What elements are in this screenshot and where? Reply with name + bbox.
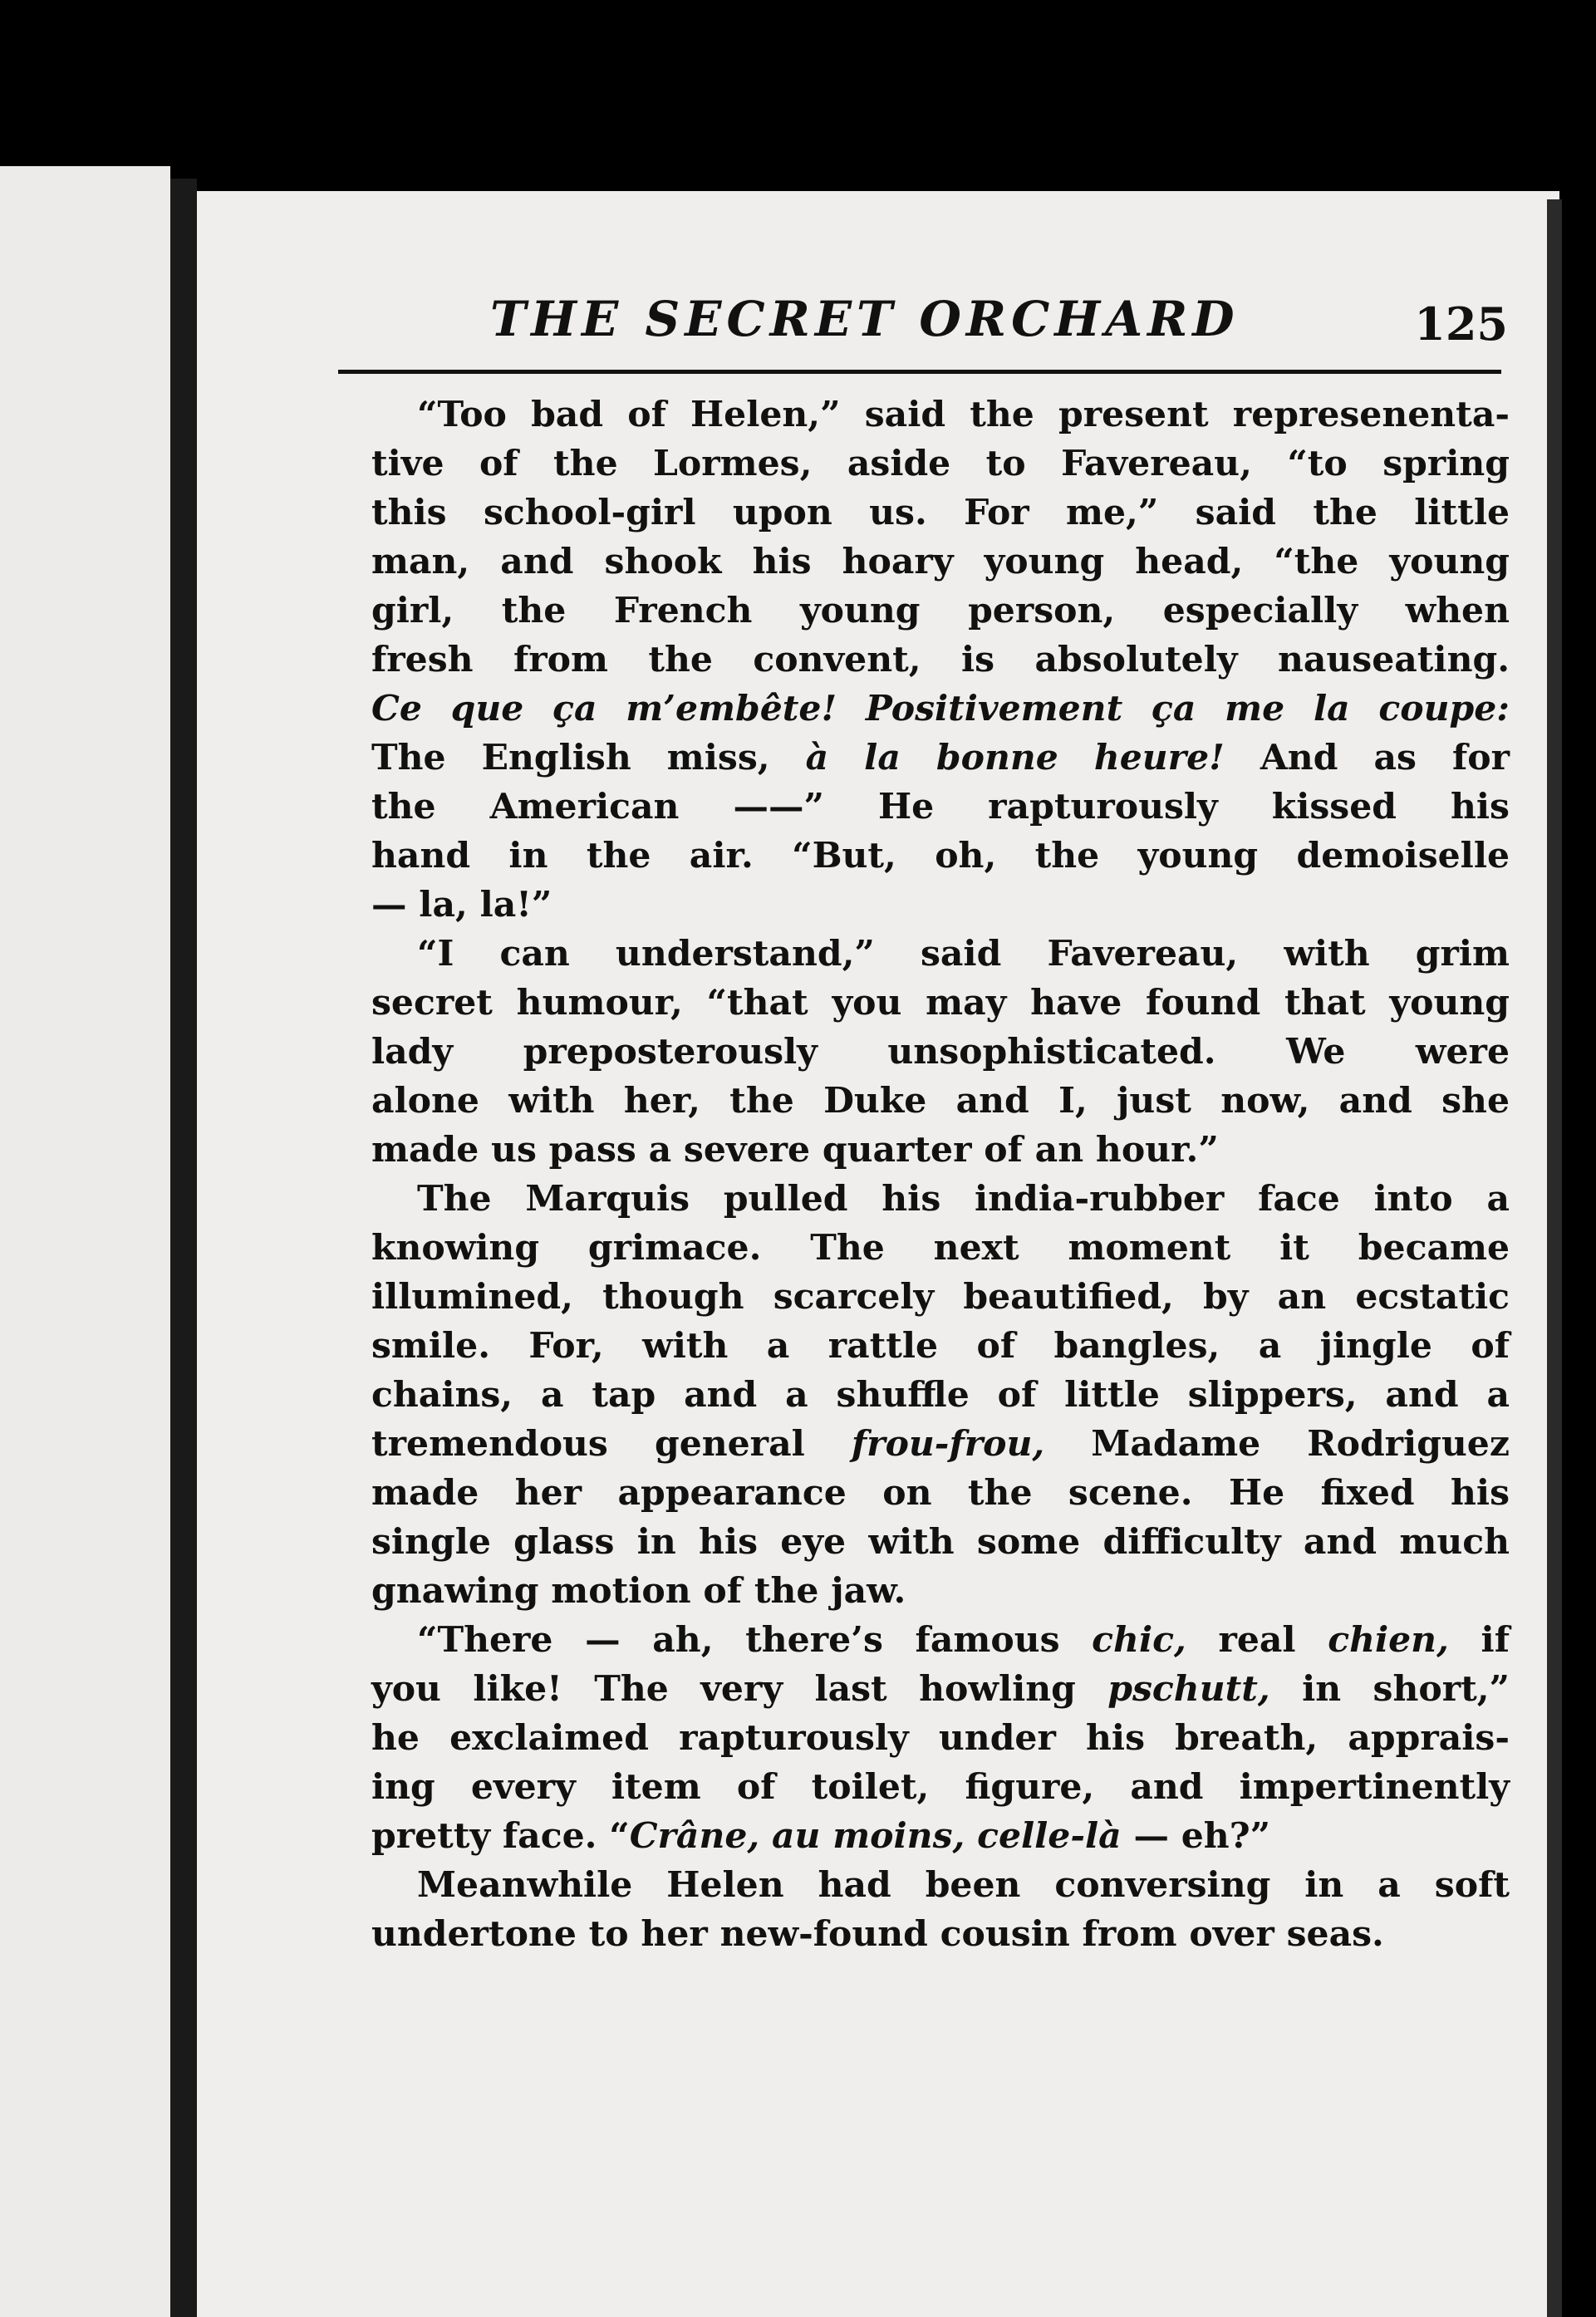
text-run: tremendous general [371,1423,852,1465]
text-run: alone with her, the Duke and I, just now, and she [371,1080,1510,1122]
text-line [326,1273,1510,1322]
book-page [197,191,1559,2317]
text-run: tive of the Lormes, aside to Favereau, “to spring [371,443,1510,484]
text-line [326,1077,1510,1126]
text-line [326,1322,1510,1371]
text-line [326,1763,1510,1812]
text-run: made us pass a severe quarter of an hour.” [371,1129,1219,1171]
book-gutter [170,179,197,2317]
italic-text: pschutt, [1107,1668,1270,1710]
text-line [326,1812,1510,1861]
text-run: “There — ah, there’s famous [417,1619,1093,1661]
text-run: he exclaimed rapturously under his breath, apprais- [371,1717,1510,1759]
text-run: you like! The very last howling [371,1668,1108,1710]
text-run: man, and shook his hoary young head, “the young [371,541,1510,582]
text-run: secret humour, “that you may have found that young [371,982,1510,1024]
text-run: pretty face. “ [371,1815,630,1857]
text-run: The Marquis pulled his india-rubber face into a [417,1178,1510,1220]
paragraph [326,1616,1510,1861]
text-run: gnawing motion of the jaw. [371,1570,906,1612]
running-title: THE SECRET ORCHARD [490,291,1240,347]
text-line [326,1126,1510,1175]
italic-text: chien, [1328,1619,1449,1661]
text-line [326,832,1510,881]
text-line [326,1567,1510,1616]
paragraph [326,390,1510,930]
text-line [326,734,1510,783]
text-run: undertone to her new-found cousin from over seas. [371,1913,1384,1955]
text-run: single glass in his eye with some difficulty and much [371,1521,1510,1563]
text-line [326,488,1510,538]
text-line [326,1469,1510,1518]
text-run: this school-girl upon us. For me,” said the little [371,492,1510,533]
text-run: girl, the French young person, especially when [371,590,1510,631]
text-line [326,783,1510,832]
text-line [326,1616,1510,1665]
text-line [326,1175,1510,1224]
text-run: Meanwhile Helen had been conversing in a soft [417,1864,1510,1906]
text-run: — eh?” [1121,1815,1271,1857]
facing-page-edge [0,166,170,2317]
text-line [326,881,1510,930]
text-run: ing every item of toilet, figure, and impertinently [371,1766,1510,1808]
text-line [326,1714,1510,1763]
text-run: fresh from the convent, is absolutely nauseating. [371,639,1510,680]
text-run: — la, la!” [371,884,552,925]
text-line [326,1518,1510,1567]
text-line [326,538,1510,587]
text-run: chains, a tap and a shuffle of little slippers, and a [371,1374,1510,1416]
text-run: the American ——” He rapturously kissed his [371,786,1510,827]
text-line [326,979,1510,1028]
text-line [326,636,1510,685]
italic-text: Ce que ça m’embête! Positivement ça me la coupe: [371,688,1510,729]
text-run: knowing grimace. The next moment it became [371,1227,1510,1269]
page-header [357,291,1508,366]
text-run: lady preposterously unsophisticated. We were [371,1031,1510,1073]
text-run: The English miss, [371,737,806,778]
text-run: illumined, though scarcely beautified, by an ecstatic [371,1276,1510,1318]
italic-text: chic, [1092,1619,1186,1661]
text-run: in short,” [1269,1668,1510,1710]
paragraph [326,1175,1510,1616]
page-right-edge [1547,199,1562,2317]
paragraph [326,930,1510,1175]
text-line [326,930,1510,979]
body-text [326,390,1510,1959]
header-rule [338,370,1501,374]
text-line [326,1224,1510,1273]
paragraph [326,1861,1510,1959]
text-line [326,1665,1510,1714]
text-line [326,685,1510,734]
text-run: real [1186,1619,1328,1661]
page-number: 125 [1414,297,1508,351]
text-line [326,587,1510,636]
text-line [326,439,1510,488]
text-run: hand in the air. “But, oh, the young demoiselle [371,835,1510,876]
italic-text: Crâne, au moins, celle-là [629,1815,1122,1857]
italic-text: à la bonne heure! [805,737,1225,778]
text-line [326,1028,1510,1077]
text-run: Madame Rodriguez [1044,1423,1510,1465]
text-line [326,1420,1510,1469]
text-run: “Too bad of Helen,” said the present represenenta- [417,394,1510,435]
italic-text: frou-frou, [851,1423,1045,1465]
text-run: if [1448,1619,1510,1661]
text-line [326,390,1510,439]
text-run: smile. For, with a rattle of bangles, a jingle of [371,1325,1510,1367]
text-line [326,1861,1510,1910]
text-run: “I can understand,” said Favereau, with grim [417,933,1510,974]
text-run: made her appearance on the scene. He fixed his [371,1472,1510,1514]
text-line [326,1910,1510,1959]
text-run: And as for [1224,737,1510,778]
text-line [326,1371,1510,1420]
